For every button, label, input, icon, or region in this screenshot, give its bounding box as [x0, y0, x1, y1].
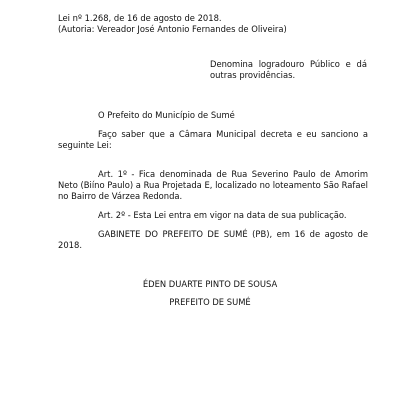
article-1: Art. 1º - Fica denominada de Rua Severino Paulo de Amorim Neto (Biíno Paulo) a Rua Projetada E, localizado no loteamento São Rafael no Bairro de Várzea Redonda. [58, 169, 368, 201]
signatory-name: ÉDEN DUARTE PINTO DE SOUSA [142, 279, 278, 289]
article-2: Art. 2º - Esta Lei entra em vigor na data de sua publicação. [98, 210, 347, 220]
law-title: Lei nº 1.268, de 16 de agosto de 2018. [58, 13, 222, 23]
prefeito-paragraph: O Prefeito do Município de Sumé [98, 110, 235, 120]
enactment-paragraph: Faço saber que a Câmara Municipal decreta e eu sanciono a seguinte Lei: [58, 129, 368, 150]
law-authorship: (Autoria: Vereador José Antonio Fernandes de Oliveira) [58, 24, 287, 34]
law-ementa: Denomina logradouro Público e dá outras providências. [210, 59, 367, 80]
gabinete-paragraph: GABINETE DO PREFEITO DE SUMÉ (PB), em 16 de agosto de 2018. [58, 229, 368, 250]
signatory-role: PREFEITO DE SUMÉ [169, 297, 251, 307]
law-header [58, 13, 287, 35]
